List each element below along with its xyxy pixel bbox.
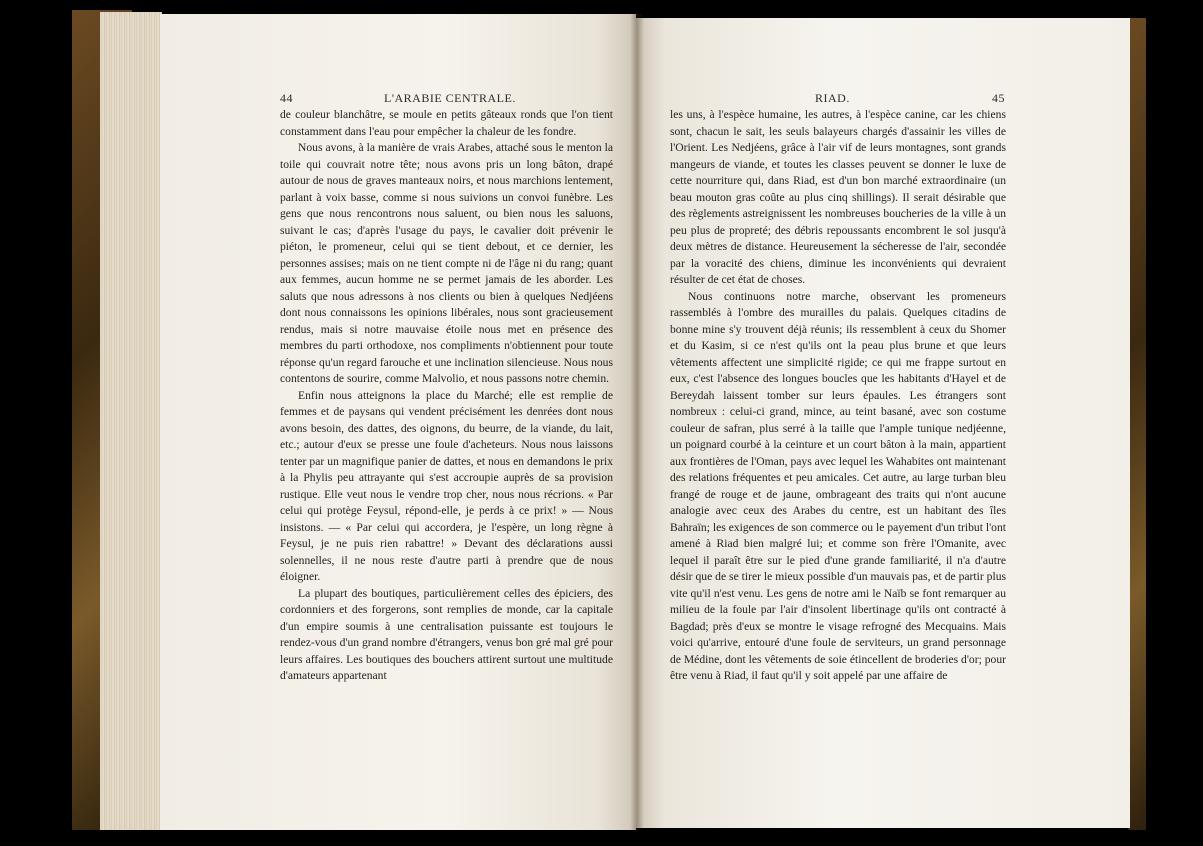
left-page-text <box>280 107 613 685</box>
right-page-text <box>670 107 1006 685</box>
book-gutter <box>630 14 644 830</box>
page-edges <box>100 12 162 830</box>
left-running-head: L'ARABIE CENTRALE. <box>384 91 516 105</box>
left-paragraph-3: Enfin nous atteignons la place du Marché; elle est remplie de femmes et de paysans qui vendent précisément les denrées dont nous avons besoin, des dattes, des oignons, du beurre, de la viande, du lait, etc.; autour d'eux se presse une foule d'acheteurs. Nous nous laissons tenter par un magnifique panier de dattes, et nous en demandons le prix à la Phylis peu attrayante qui s'est accroupie auprès de sa provision rustique. Elle veut nous le vendre trop cher, nous nous récrions. « Par celui qui protège Feysul, répond-elle, je perds à ce prix! » — Nous insistons. — « Par celui qui accordera, je l'espère, un long règne à Feysul, je ne puis rien rabattre! » Devant des déclarations aussi solennelles, il ne nous reste d'autre parti à prendre que de nous éloigner. <box>280 388 613 583</box>
left-paragraph-2: Nous avons, à la manière de vrais Arabes, attaché sous le menton la toile qui couvrait notre tête; nous avons pris un long bâton, drapé autour de nous de graves manteaux noirs, et nous marchions lentement, parlant à voix basse, comme si nous suivions un convoi funèbre. Les gens que nous rencontrons nous saluent, ou bien nous les saluons, suivant le cas; d'après l'usage du pays, le cavalier doit prévenir le piéton, le promeneur, celui qui se tient debout, et ce dernier, les personnes assises; mais on ne tient compte ni de l'âge ni du rang; quant aux femmes, aucun homme ne se permet jamais de les aborder. Les saluts que nous adressons à nos clients ou bien à quelques Nedjéens dont nous connaissons les opinions libérales, nous sont gracieusement rendus, mais si notre mauvaise étoile nous met en présence des membres du parti orthodoxe, nos compliments n'obtiennent pour toute réponse qu'un regard farouche et une inclination silencieuse. Nous nous contentons de sourire, comme Malvolio, et nous passons notre chemin. <box>280 141 613 385</box>
book-cover-right <box>1128 18 1146 830</box>
right-running-head: RIAD. <box>815 91 850 105</box>
right-paragraph-2: Nous continuons notre marche, observant les promeneurs rassemblés à l'ombre des murailles du palais. Quelques citadins de bonne mine s'y trouvent déjà réunis; ils ressemblent à ceux du Shomer et du Kasim, si ce n'est qu'ils ont la peau plus brune et que leurs vêtements affectent une simplicité rigide; ce qui me frappe surtout en eux, c'est l'absence des longues boucles que les habitants d'Hayel et de Bereydah laissent tomber sur leurs épaules. Les étrangers sont nombreux : celui-ci grand, mince, au teint basané, avec son costume couleur de safran, plus serré à la taille que l'ample tunique nedjéenne, un poignard courbé à la ceinture et un court bâton à la main, appartient aux frontières de l'Oman, pays avec lequel les Wahabites ont maintenant des relations fréquentes et peu amicales. Cet autre, au large turban bleu frangé de rouge et de jaune, ombrageant des traits qui n'ont aucune analogie avec ceux des Arabes du centre, est un habitant des îles Bahraïn; les exigences de son commerce ou le payement d'un tribut l'ont amené à Riad bien malgré lui; et comme son frère l'Omanite, avec lequel il paraît être sur le pied d'une grande familiarité, il n'a d'autre désir que de se tirer le mieux possible d'un mauvais pas, et de partir plus vite qu'il n'est venu. Les gens de notre ami le Naïb se font remarquer au milieu de la foule par l'air d'insolent libertinage qu'ils ont contracté à Bagdad; près d'eux se montre le visage refrogné des Mecquains. Mais voici qu'arrive, entouré d'une foule de serviteurs, un grand personnage de Médine, dont les vêtements de soie étincellent de broderies d'or; pour être venu à Riad, il faut qu'il y soit appelé par une affaire de <box>670 289 1006 682</box>
left-page-number: 44 <box>280 91 293 105</box>
left-paragraph-4: La plupart des boutiques, particulièrement celles des épiciers, des cordonniers et des forgerons, sont remplies de monde, car la capitale d'un empire soumis à une centralisation puissante est toujours le rendez-vous d'un grand nombre d'étrangers, venus bon gré mal gré pour leurs affaires. Les boutiques des bouchers attirent surtout une multitude d'amateurs appartenant <box>280 586 613 682</box>
right-page-number: 45 <box>992 91 1005 105</box>
left-paragraph-1: de couleur blanchâtre, se moule en petits gâteaux ronds que l'on tient constamment dans l'eau pour empêcher la chaleur de les fondre. <box>280 108 613 138</box>
right-paragraph-1: les uns, à l'espèce humaine, les autres, à l'espèce canine, car les chiens sont, chacun le sait, les seuls balayeurs chargés d'assainir les villes de l'Orient. Les Nedjéens, grâce à l'air vif de leurs montagnes, sont grands mangeurs de viande, et toutes les classes peuvent se donner le luxe de cette nourriture qui, dans Riad, est d'un bon marché extraordinaire (un beau mouton gras coûte au plus cinq shillings). Il serait désirable que des règlements astreignissent les nombreuses boucheries de la ville à un peu plus de propreté; des débris repoussants encombrent le sol jusqu'à deux mètres de distance. Heureusement la sécheresse de l'air, secondée par la voracité des chiens, diminue les inconvénients qui devraient résulter de cet état de choses. <box>670 108 1006 286</box>
